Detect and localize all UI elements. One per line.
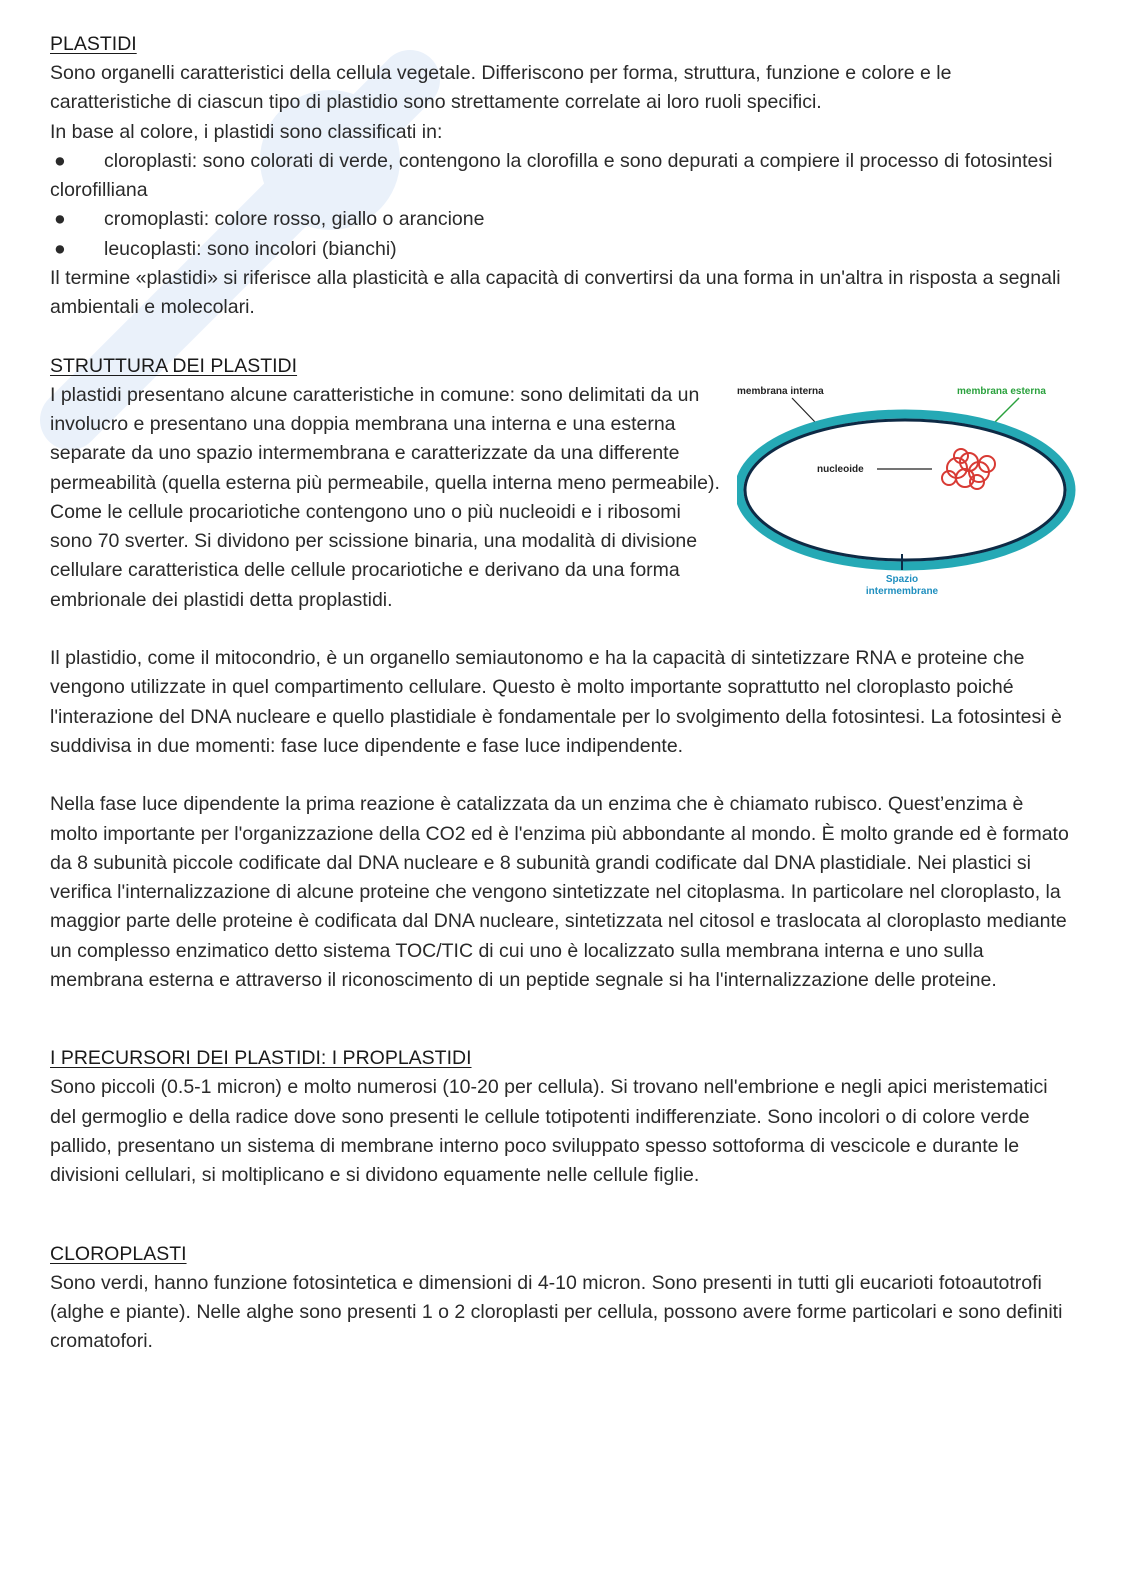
nucleoid-shape	[942, 449, 995, 489]
inner-membrane	[745, 420, 1065, 560]
paragraph: Il termine «plastidi» si riferisce alla plasticità e alla capacità di convertirsi da una forma in un'altra in risposta a segnali ambientali e molecolari.	[50, 267, 1061, 319]
list-item-text: cromoplasti: colore rosso, giallo o arancione	[104, 208, 485, 231]
paragraph: Sono verdi, hanno funzione fotosintetica e dimensioni di 4-10 micron. Sono presenti in tutti gli eucarioti fotoautotrofi (alghe e piante). Nelle alghe sono presenti 1 o 2 cloroplasti per cellula, possono avere forme particolari e sono definiti cromatofori.	[50, 1271, 1063, 1353]
list-item	[50, 205, 1075, 234]
label-nucleoide: nucleoide	[817, 463, 864, 475]
outer-membrane	[739, 414, 1071, 566]
list-item-text: cloroplasti: sono colorati di verde, contengono la clorofilla e sono depurati a compiere il processo di fotosintesi clorofilliana	[50, 149, 1053, 202]
label-spazio: Spazio	[885, 573, 919, 585]
bullet-icon: ●	[54, 237, 66, 260]
paragraph: Sono piccoli (0.5-1 micron) e molto numerosi (10-20 per cellula). Si trovano nell'embrione e negli apici meristematici del germoglio e della radice dove sono presenti le cellule totipotenti indifferenziate. Sono incolori o di colore verde pallido, presentano un sistema di membrane interno poco sviluppato spesso sottoforma di vescicole e durante le divisioni cellulari, si moltiplicano e si dividono equamente nelle cellule figlie.	[50, 1076, 1048, 1187]
paragraph: Il plastidio, come il mitocondrio, è un organello semiautonomo e ha la capacità di sintetizzare RNA e proteine che vengono utilizzate in quel compartimento cellulare. Questo è molto importante soprattutto nel cloroplasto poiché l'interazione del DNA nucleare e quello plastidiale è fondamentale per lo svolgimento della fotosintesi. La fotosintesi è suddivisa in due momenti: fase luce dipendente e fase luce indipendente.	[50, 647, 1062, 757]
pointer-line-inner	[792, 398, 815, 422]
list-item	[50, 235, 1075, 264]
paragraph: Nella fase luce dipendente la prima reazione è catalizzata da un enzima che è chiamato rubisco. Quest’enzima è molto importante per l'organizzazione della CO2 ed è l'enzima più abbondante al mondo. È molto grande ed è formato da 8 subunità piccole codificate dal DNA nucleare e 8 subunità grandi codificate dal DNA plastidiale. Nei plastici si verifica l'internalizzazione di alcune proteine che vengono sintetizzate nel citoplasma. In particolare nel cloroplasto, la maggior parte delle proteine è codificata dal DNA nucleare, sintetizzata nel citosol e traslocata al cloroplasto mediante un complesso enzimatico detto sistema TOC/TIC di cui uno è localizzato sulla membrana interna e uno sulla membrana esterna e attraverso il riconoscimento di un peptide segnale si ha l'internalizzazione delle proteine.	[50, 793, 1069, 992]
paragraph: In base al colore, i plastidi sono classificati in:	[50, 120, 443, 143]
section-title-proplastidi: I PRECURSORI DEI PLASTIDI: I PROPLASTIDI	[50, 1047, 472, 1070]
list-item-text: leucoplasti: sono incolori (bianchi)	[104, 237, 397, 260]
bullet-icon: ●	[54, 149, 66, 172]
section-title-plastidi: PLASTIDI	[50, 33, 137, 55]
paragraph: Sono organelli caratteristici della cellula vegetale. Differiscono per forma, struttura, funzione e colore e le caratteristiche di ciascun tipo di plastidio sono strettamente correlate ai loro ruoli specifici.	[50, 62, 952, 114]
paragraph: I plastidi presentano alcune caratteristiche in comune: sono delimitati da un involucro e presentano una doppia membrana una interna e una esterna separate da uno spazio intermembrana e caratterizzate da una differente permeabilità (quella esterna più permeabile, quella interna meno permeabile). Come le cellule procariotiche contengono uno o più nucleoidi e i ribosomi sono 70 sverter. Si dividono per scissione binaria, una modalità di divisione cellulare caratteristica delle cellule procariotiche e derivano da una forma embrionale dei plastidi detta proplastidi.	[50, 383, 720, 611]
section-title-cloroplasti: CLOROPLASTI	[50, 1242, 187, 1265]
document-page	[50, 30, 1075, 1356]
bullet-icon: ●	[54, 208, 66, 231]
plastid-membrane-diagram	[737, 382, 1077, 608]
label-membrana-esterna: membrana esterna	[957, 385, 1046, 397]
list-item	[50, 147, 1075, 206]
pointer-line-outer	[995, 398, 1019, 422]
label-membrana-interna: membrana interna	[737, 385, 824, 397]
structure-section	[50, 352, 1075, 615]
section-title-struttura: STRUTTURA DEI PLASTIDI	[50, 354, 298, 377]
label-intermembrane: intermembrane	[865, 585, 939, 597]
